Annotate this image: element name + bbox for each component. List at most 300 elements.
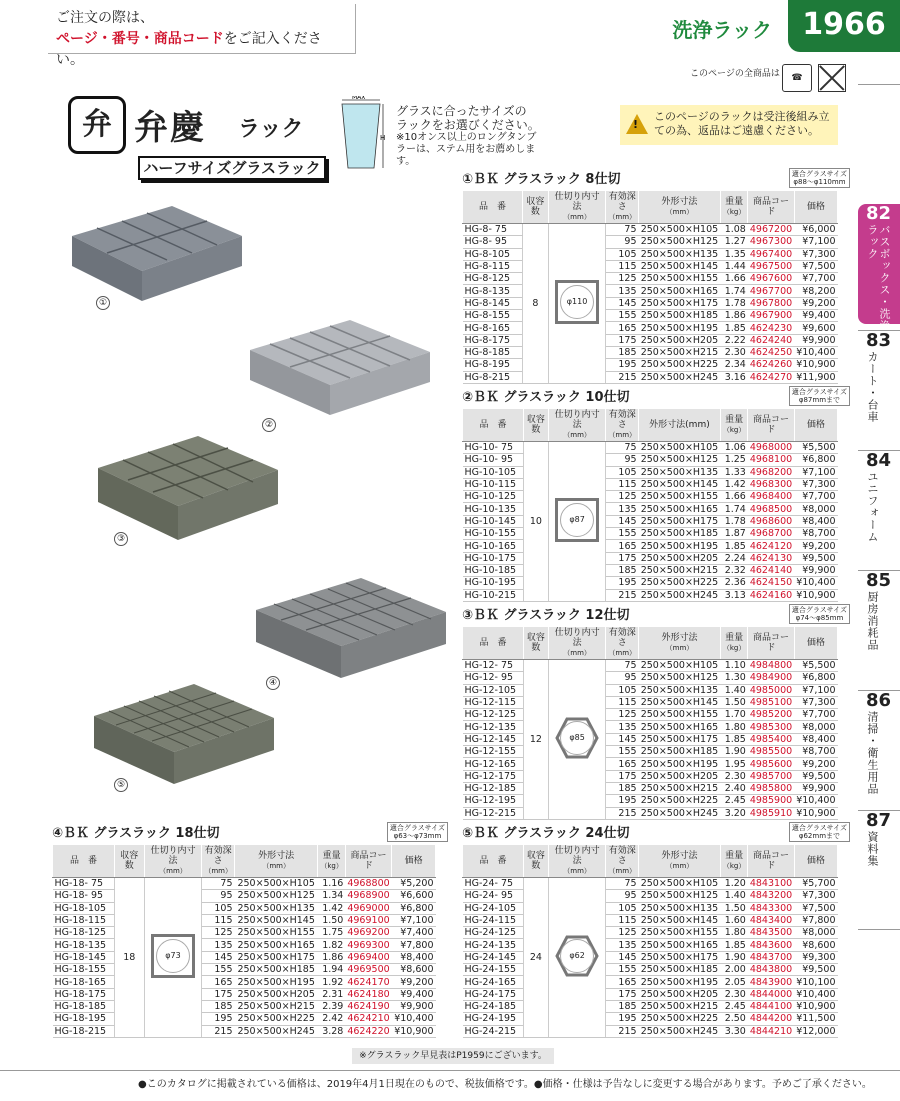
table-row <box>463 491 838 503</box>
weight: 1.85 <box>720 322 748 334</box>
brand-subtitle: ハーフサイズグラスラック <box>138 156 326 180</box>
model-number: HG-18- 95 <box>53 890 115 902</box>
column-header-text: （kg） <box>722 644 746 652</box>
column-header <box>114 845 144 878</box>
weight: 1.70 <box>720 709 748 721</box>
brand-name: 弁慶 <box>134 108 206 148</box>
effective-depth: 215 <box>606 807 639 819</box>
divider-shape-icon <box>551 712 603 764</box>
column-header-text: 品 番 <box>479 856 507 866</box>
outer-dimensions: 250×500×H195 <box>639 758 721 770</box>
weight: 1.90 <box>720 951 748 963</box>
product-code: 4968600 <box>749 515 793 527</box>
price: ¥9,900 <box>794 334 837 346</box>
price: ¥7,100 <box>794 236 837 248</box>
outer-dimensions: 250×500×H125 <box>639 236 721 248</box>
order-notice <box>48 4 356 68</box>
tab-83[interactable] <box>858 330 900 450</box>
price: ¥7,300 <box>794 248 837 260</box>
model-number: HG-18-115 <box>53 914 115 926</box>
table-row <box>463 297 838 309</box>
model-number: HG-8-135 <box>463 285 523 297</box>
outer-dimensions: 250×500×H135 <box>639 248 721 260</box>
model-number: HG-12-155 <box>463 746 524 758</box>
price: ¥7,700 <box>794 273 837 285</box>
tab-85-label: 厨房消耗品 <box>866 591 879 651</box>
column-header-text: 収容数 <box>120 851 139 871</box>
capacity: 12 <box>523 660 548 820</box>
product-code: 4624120 <box>749 540 793 552</box>
table-row <box>463 672 838 684</box>
effective-depth: 185 <box>202 1000 235 1012</box>
model-number: HG-10- 75 <box>463 442 524 454</box>
column-header <box>523 845 548 878</box>
outer-dimensions: 250×500×H125 <box>639 672 721 684</box>
capacity: 18 <box>114 878 144 1038</box>
outer-dimensions: 250×500×H185 <box>639 746 721 758</box>
model-number: HG-24-215 <box>463 1025 524 1037</box>
outer-dimensions: 250×500×H245 <box>639 371 721 383</box>
outer-dimensions: 250×500×H135 <box>639 902 721 914</box>
column-header-text: 有効深さ <box>608 846 636 866</box>
column-header-text: 収容数 <box>526 633 545 653</box>
weight: 2.36 <box>720 577 748 589</box>
price: ¥9,300 <box>794 951 837 963</box>
outer-dimensions: 250×500×H155 <box>639 491 721 503</box>
price: ¥10,400 <box>794 346 837 358</box>
weight: 1.06 <box>720 442 748 454</box>
column-header-text: （kg） <box>722 208 746 216</box>
table-row <box>53 951 436 963</box>
model-number: HG-8-165 <box>463 322 523 334</box>
weight: 3.13 <box>720 589 748 601</box>
table-row <box>463 733 838 745</box>
outer-dimensions: 250×500×H215 <box>639 1000 721 1012</box>
outer-dimensions: 250×500×H105 <box>639 442 721 454</box>
product-code: 4985100 <box>749 697 793 709</box>
weight: 1.92 <box>318 976 346 988</box>
column-header-text: 商品コード <box>752 851 789 871</box>
model-number: HG-8-185 <box>463 346 523 358</box>
product-code: 4624130 <box>749 552 793 564</box>
price: ¥10,400 <box>794 795 837 807</box>
outer-dimensions: 250×500×H215 <box>639 782 721 794</box>
section-18-rack <box>52 824 448 1037</box>
column-header-text: （mm） <box>563 867 591 875</box>
outer-dimensions: 250×500×H245 <box>639 807 721 819</box>
model-number: HG-10-185 <box>463 564 524 576</box>
tab-83-number: 83 <box>866 330 892 351</box>
column-header-text: 収容数 <box>526 197 545 217</box>
column-header <box>748 191 794 224</box>
outer-dimensions: 250×500×H205 <box>639 988 721 1000</box>
tab-82-label: バスボックス・洗浄ラック <box>866 224 891 332</box>
product-code: 4967300 <box>749 236 793 248</box>
tab-86-number: 86 <box>866 690 892 711</box>
weight: 2.30 <box>720 346 748 358</box>
product-table <box>462 190 838 384</box>
effective-depth: 135 <box>606 285 639 297</box>
weight: 1.30 <box>720 672 748 684</box>
price: ¥8,400 <box>794 515 837 527</box>
divider-diagram <box>548 224 606 384</box>
price: ¥10,900 <box>794 589 837 601</box>
column-header-text: 重量 <box>725 415 744 425</box>
weight: 1.87 <box>720 528 748 540</box>
product-code: 4985800 <box>749 783 793 795</box>
table-header-row <box>463 627 838 660</box>
price: ¥8,600 <box>392 964 436 976</box>
capacity: 24 <box>523 878 548 1038</box>
outer-dimensions: 250×500×H125 <box>235 890 318 902</box>
weight: 3.28 <box>318 1025 346 1037</box>
tab-84-label: ユニフォーム <box>866 471 879 543</box>
weight: 1.60 <box>720 914 748 926</box>
product-code: 4967800 <box>749 297 793 309</box>
column-header-text: 外形寸法 <box>661 851 698 861</box>
tab-82[interactable] <box>858 203 900 332</box>
column-header <box>463 191 523 224</box>
table-row <box>463 346 838 358</box>
table-row <box>463 503 838 515</box>
effective-depth: 215 <box>202 1025 235 1037</box>
product-code: 4967200 <box>749 224 793 236</box>
product-code: 4843200 <box>749 890 793 902</box>
product-code: 4985900 <box>749 795 793 807</box>
product-code: 4968400 <box>749 491 793 503</box>
glass-max-label: MAX <box>352 96 366 101</box>
table-row <box>463 878 838 890</box>
table-row <box>463 528 838 540</box>
diameter-label: φ62 <box>560 939 594 973</box>
column-header-text: 品 番 <box>479 638 507 648</box>
table-row <box>463 236 838 248</box>
column-header-text: 品 番 <box>69 856 97 866</box>
product-code: 4843600 <box>749 939 793 951</box>
weight: 3.20 <box>720 807 748 819</box>
column-header-text: 価格 <box>404 856 423 866</box>
outer-dimensions: 250×500×H125 <box>639 890 721 902</box>
price: ¥7,100 <box>794 466 837 478</box>
price: ¥7,300 <box>794 890 837 902</box>
photo-label-4: ④ <box>266 676 280 690</box>
table-row <box>463 454 838 466</box>
column-header <box>523 409 548 442</box>
effective-depth: 115 <box>202 914 235 926</box>
effective-depth: 105 <box>606 684 639 696</box>
outer-dimensions: 250×500×H195 <box>235 976 318 988</box>
effective-depth: 155 <box>202 964 235 976</box>
glass-dimension-diagram <box>340 96 386 176</box>
table-row <box>463 770 838 782</box>
model-number: HG-18-135 <box>53 939 115 951</box>
effective-depth: 155 <box>606 528 639 540</box>
section-name: 洗浄ラック <box>672 18 772 42</box>
table-row <box>463 540 838 552</box>
tab-85[interactable] <box>858 570 900 690</box>
weight: 1.90 <box>720 746 748 758</box>
column-header <box>606 627 639 660</box>
outer-dimensions: 250×500×H245 <box>639 1025 721 1037</box>
model-number: HG-12- 75 <box>463 660 524 672</box>
table-row <box>53 1000 436 1012</box>
table-row <box>463 939 838 951</box>
column-header-text: （mm） <box>608 867 637 875</box>
photo-label-3: ③ <box>114 532 128 546</box>
weight: 1.75 <box>318 927 346 939</box>
outer-dimensions: 250×500×H185 <box>639 528 721 540</box>
column-header <box>606 409 639 442</box>
table-row <box>463 890 838 902</box>
table-row <box>463 224 838 236</box>
effective-depth: 115 <box>606 260 639 272</box>
model-number: HG-8- 95 <box>463 236 523 248</box>
no-return-icon <box>818 64 846 92</box>
section-title: ④ＢＫ グラスラック 18仕切 <box>52 826 220 841</box>
product-code: 4969300 <box>347 939 390 951</box>
effective-depth: 95 <box>606 236 639 248</box>
table-row <box>463 684 838 696</box>
table-row <box>53 988 436 1000</box>
fit-size-note: 適合グラスサイズ φ87mmまで <box>789 386 850 406</box>
section-24-rack <box>462 824 850 1037</box>
table-row <box>53 890 436 902</box>
model-number: HG-10-105 <box>463 466 524 478</box>
footnote: ※グラスラック早見表はP1959にございます。 <box>352 1048 554 1064</box>
rack-photo-3 <box>88 428 288 548</box>
table-row <box>463 273 838 285</box>
column-header-text: 商品コード <box>350 851 387 871</box>
column-header-text: 品 番 <box>479 420 507 430</box>
product-table <box>462 626 838 820</box>
outer-dimensions: 250×500×H155 <box>235 927 318 939</box>
price: ¥8,400 <box>794 733 837 745</box>
outer-dimensions: 250×500×H165 <box>639 285 721 297</box>
product-code: 4969500 <box>347 964 390 976</box>
effective-depth: 125 <box>606 491 639 503</box>
price: ¥7,100 <box>392 914 436 926</box>
all-items-label: このページの全商品は <box>690 69 780 79</box>
photo-label-2: ② <box>262 418 276 432</box>
weight: 1.86 <box>720 310 748 322</box>
warning-mark: ! <box>633 118 639 131</box>
column-header-text: 価格 <box>806 202 825 212</box>
rack-photo-4 <box>246 570 456 685</box>
model-number: HG-10-175 <box>463 552 524 564</box>
outer-dimensions: 250×500×H135 <box>639 466 721 478</box>
product-code: 4843900 <box>749 976 793 988</box>
column-header-text: （mm） <box>204 867 232 875</box>
outer-dimensions: 250×500×H105 <box>639 660 721 672</box>
effective-depth: 155 <box>606 746 639 758</box>
price: ¥9,400 <box>392 988 436 1000</box>
effective-depth: 145 <box>606 733 639 745</box>
tab-84[interactable] <box>858 450 900 570</box>
price: ¥10,100 <box>794 976 837 988</box>
column-header-text: （mm） <box>665 862 694 870</box>
product-code: 4843400 <box>749 915 793 927</box>
effective-depth: 195 <box>606 1013 639 1025</box>
glass-text-line2: ラックをお選びください。 <box>396 118 540 132</box>
weight: 1.85 <box>720 939 748 951</box>
weight: 1.20 <box>720 878 748 890</box>
outer-dimensions: 250×500×H175 <box>235 951 318 963</box>
column-header <box>720 845 748 878</box>
price: ¥10,900 <box>794 807 837 819</box>
diameter-label: φ87 <box>560 503 594 537</box>
table-row <box>463 1013 838 1025</box>
weight: 2.45 <box>720 1000 748 1012</box>
model-number: HG-10-155 <box>463 528 524 540</box>
effective-depth: 135 <box>606 503 639 515</box>
tab-87-label: 資料集 <box>866 831 879 867</box>
column-header-text: 重量 <box>322 851 341 861</box>
column-header-text: 有効深さ <box>608 192 636 212</box>
brand-suffix: ラック <box>238 117 304 142</box>
table-row <box>463 515 838 527</box>
price: ¥7,700 <box>794 491 837 503</box>
column-header-text: 外形寸法 <box>661 633 698 643</box>
column-header-text: 外形寸法(mm) <box>649 420 710 430</box>
column-header-text: 外形寸法 <box>661 197 698 207</box>
price: ¥9,500 <box>794 770 837 782</box>
effective-depth: 95 <box>606 890 639 902</box>
weight: 2.45 <box>720 795 748 807</box>
product-code: 4624230 <box>749 322 793 334</box>
effective-depth: 105 <box>606 248 639 260</box>
column-header <box>463 845 524 878</box>
effective-depth: 215 <box>606 371 639 383</box>
table-row <box>463 902 838 914</box>
product-code: 4985000 <box>749 684 793 696</box>
outer-dimensions: 250×500×H245 <box>639 589 721 601</box>
price: ¥9,900 <box>794 782 837 794</box>
product-code: 4985200 <box>749 709 793 721</box>
tab-87-number: 87 <box>866 810 892 831</box>
outer-dimensions: 250×500×H175 <box>639 951 721 963</box>
column-header <box>548 409 606 442</box>
model-number: HG-12-125 <box>463 709 524 721</box>
outer-dimensions: 250×500×H195 <box>639 322 721 334</box>
tab-87[interactable] <box>858 810 900 930</box>
weight: 1.86 <box>318 951 346 963</box>
model-number: HG-8-215 <box>463 371 523 383</box>
outer-dimensions: 250×500×H135 <box>235 902 318 914</box>
fit-size-note: 適合グラスサイズ φ62mmまで <box>789 822 850 842</box>
column-header-text: （mm） <box>563 431 591 439</box>
glass-height-label: H <box>380 134 386 142</box>
product-code: 4843500 <box>749 927 793 939</box>
price: ¥6,800 <box>392 902 436 914</box>
outer-dimensions: 250×500×H105 <box>639 224 721 236</box>
product-code: 4985700 <box>749 770 793 782</box>
model-number: HG-10-125 <box>463 491 524 503</box>
effective-depth: 195 <box>606 795 639 807</box>
column-header <box>748 409 794 442</box>
effective-depth: 195 <box>606 359 639 371</box>
effective-depth: 165 <box>606 758 639 770</box>
table-row <box>53 914 436 926</box>
column-header-text: （mm） <box>563 649 591 657</box>
outer-dimensions: 250×500×H145 <box>639 478 721 490</box>
model-number: HG-18-215 <box>53 1025 115 1037</box>
outer-dimensions: 250×500×H175 <box>639 733 721 745</box>
product-code: 4968200 <box>749 466 793 478</box>
table-row <box>53 902 436 914</box>
table-row <box>463 285 838 297</box>
model-number: HG-24-105 <box>463 902 524 914</box>
tab-83-label: カート・台車 <box>866 351 879 423</box>
effective-depth: 145 <box>606 297 639 309</box>
outer-dimensions: 250×500×H225 <box>639 577 721 589</box>
divider-diagram <box>548 660 606 820</box>
price: ¥11,900 <box>794 371 837 383</box>
model-number: HG-18-105 <box>53 902 115 914</box>
table-row <box>463 696 838 708</box>
column-header <box>794 191 837 224</box>
fit-size-note: 適合グラスサイズ φ74～φ85mm <box>789 604 850 624</box>
effective-depth: 175 <box>606 770 639 782</box>
notice-line1: ご注文の際は、 <box>56 10 154 26</box>
model-number: HG-10-115 <box>463 478 524 490</box>
column-header-text: （kg） <box>722 426 746 434</box>
column-header-text: 重量 <box>725 197 744 207</box>
price: ¥6,000 <box>794 224 837 236</box>
table-row <box>53 1013 436 1025</box>
effective-depth: 165 <box>202 976 235 988</box>
table-row <box>463 552 838 564</box>
divider-shape-icon <box>551 494 603 546</box>
table-row <box>53 964 436 976</box>
rack-photo-1 <box>62 196 252 306</box>
weight: 2.31 <box>318 988 346 1000</box>
model-number: HG-24- 95 <box>463 890 524 902</box>
product-code: 4624220 <box>347 1025 390 1037</box>
column-header-text: 仕切り内寸法 <box>554 628 600 648</box>
model-number: HG-18-145 <box>53 951 115 963</box>
model-number: HG-8-195 <box>463 359 523 371</box>
outer-dimensions: 250×500×H205 <box>235 988 318 1000</box>
model-number: HG-24-175 <box>463 988 524 1000</box>
weight: 1.42 <box>318 902 346 914</box>
table-row <box>463 709 838 721</box>
outer-dimensions: 250×500×H225 <box>235 1013 318 1025</box>
column-header-text: 価格 <box>806 856 825 866</box>
price: ¥8,000 <box>794 721 837 733</box>
table-row <box>463 951 838 963</box>
glass-text-line1: グラスに合ったサイズの <box>396 104 527 118</box>
price: ¥6,800 <box>794 454 837 466</box>
table-row <box>463 371 838 383</box>
product-code: 4969400 <box>347 951 390 963</box>
divider-shape-icon <box>551 276 603 328</box>
column-header-text: 商品コード <box>752 633 789 653</box>
table-row <box>463 248 838 260</box>
table-row <box>463 976 838 988</box>
outer-dimensions: 250×500×H245 <box>235 1025 318 1037</box>
table-row <box>463 478 838 490</box>
column-header-text: 有効深さ <box>608 628 636 648</box>
price: ¥7,400 <box>392 927 436 939</box>
product-code: 4624250 <box>749 347 793 359</box>
tab-86[interactable] <box>858 690 900 810</box>
table-row <box>463 322 838 334</box>
column-header-text: 有効深さ <box>608 410 636 430</box>
weight: 1.44 <box>720 260 748 272</box>
effective-depth: 135 <box>606 939 639 951</box>
outer-dimensions: 250×500×H105 <box>639 878 721 890</box>
price: ¥9,500 <box>794 552 837 564</box>
